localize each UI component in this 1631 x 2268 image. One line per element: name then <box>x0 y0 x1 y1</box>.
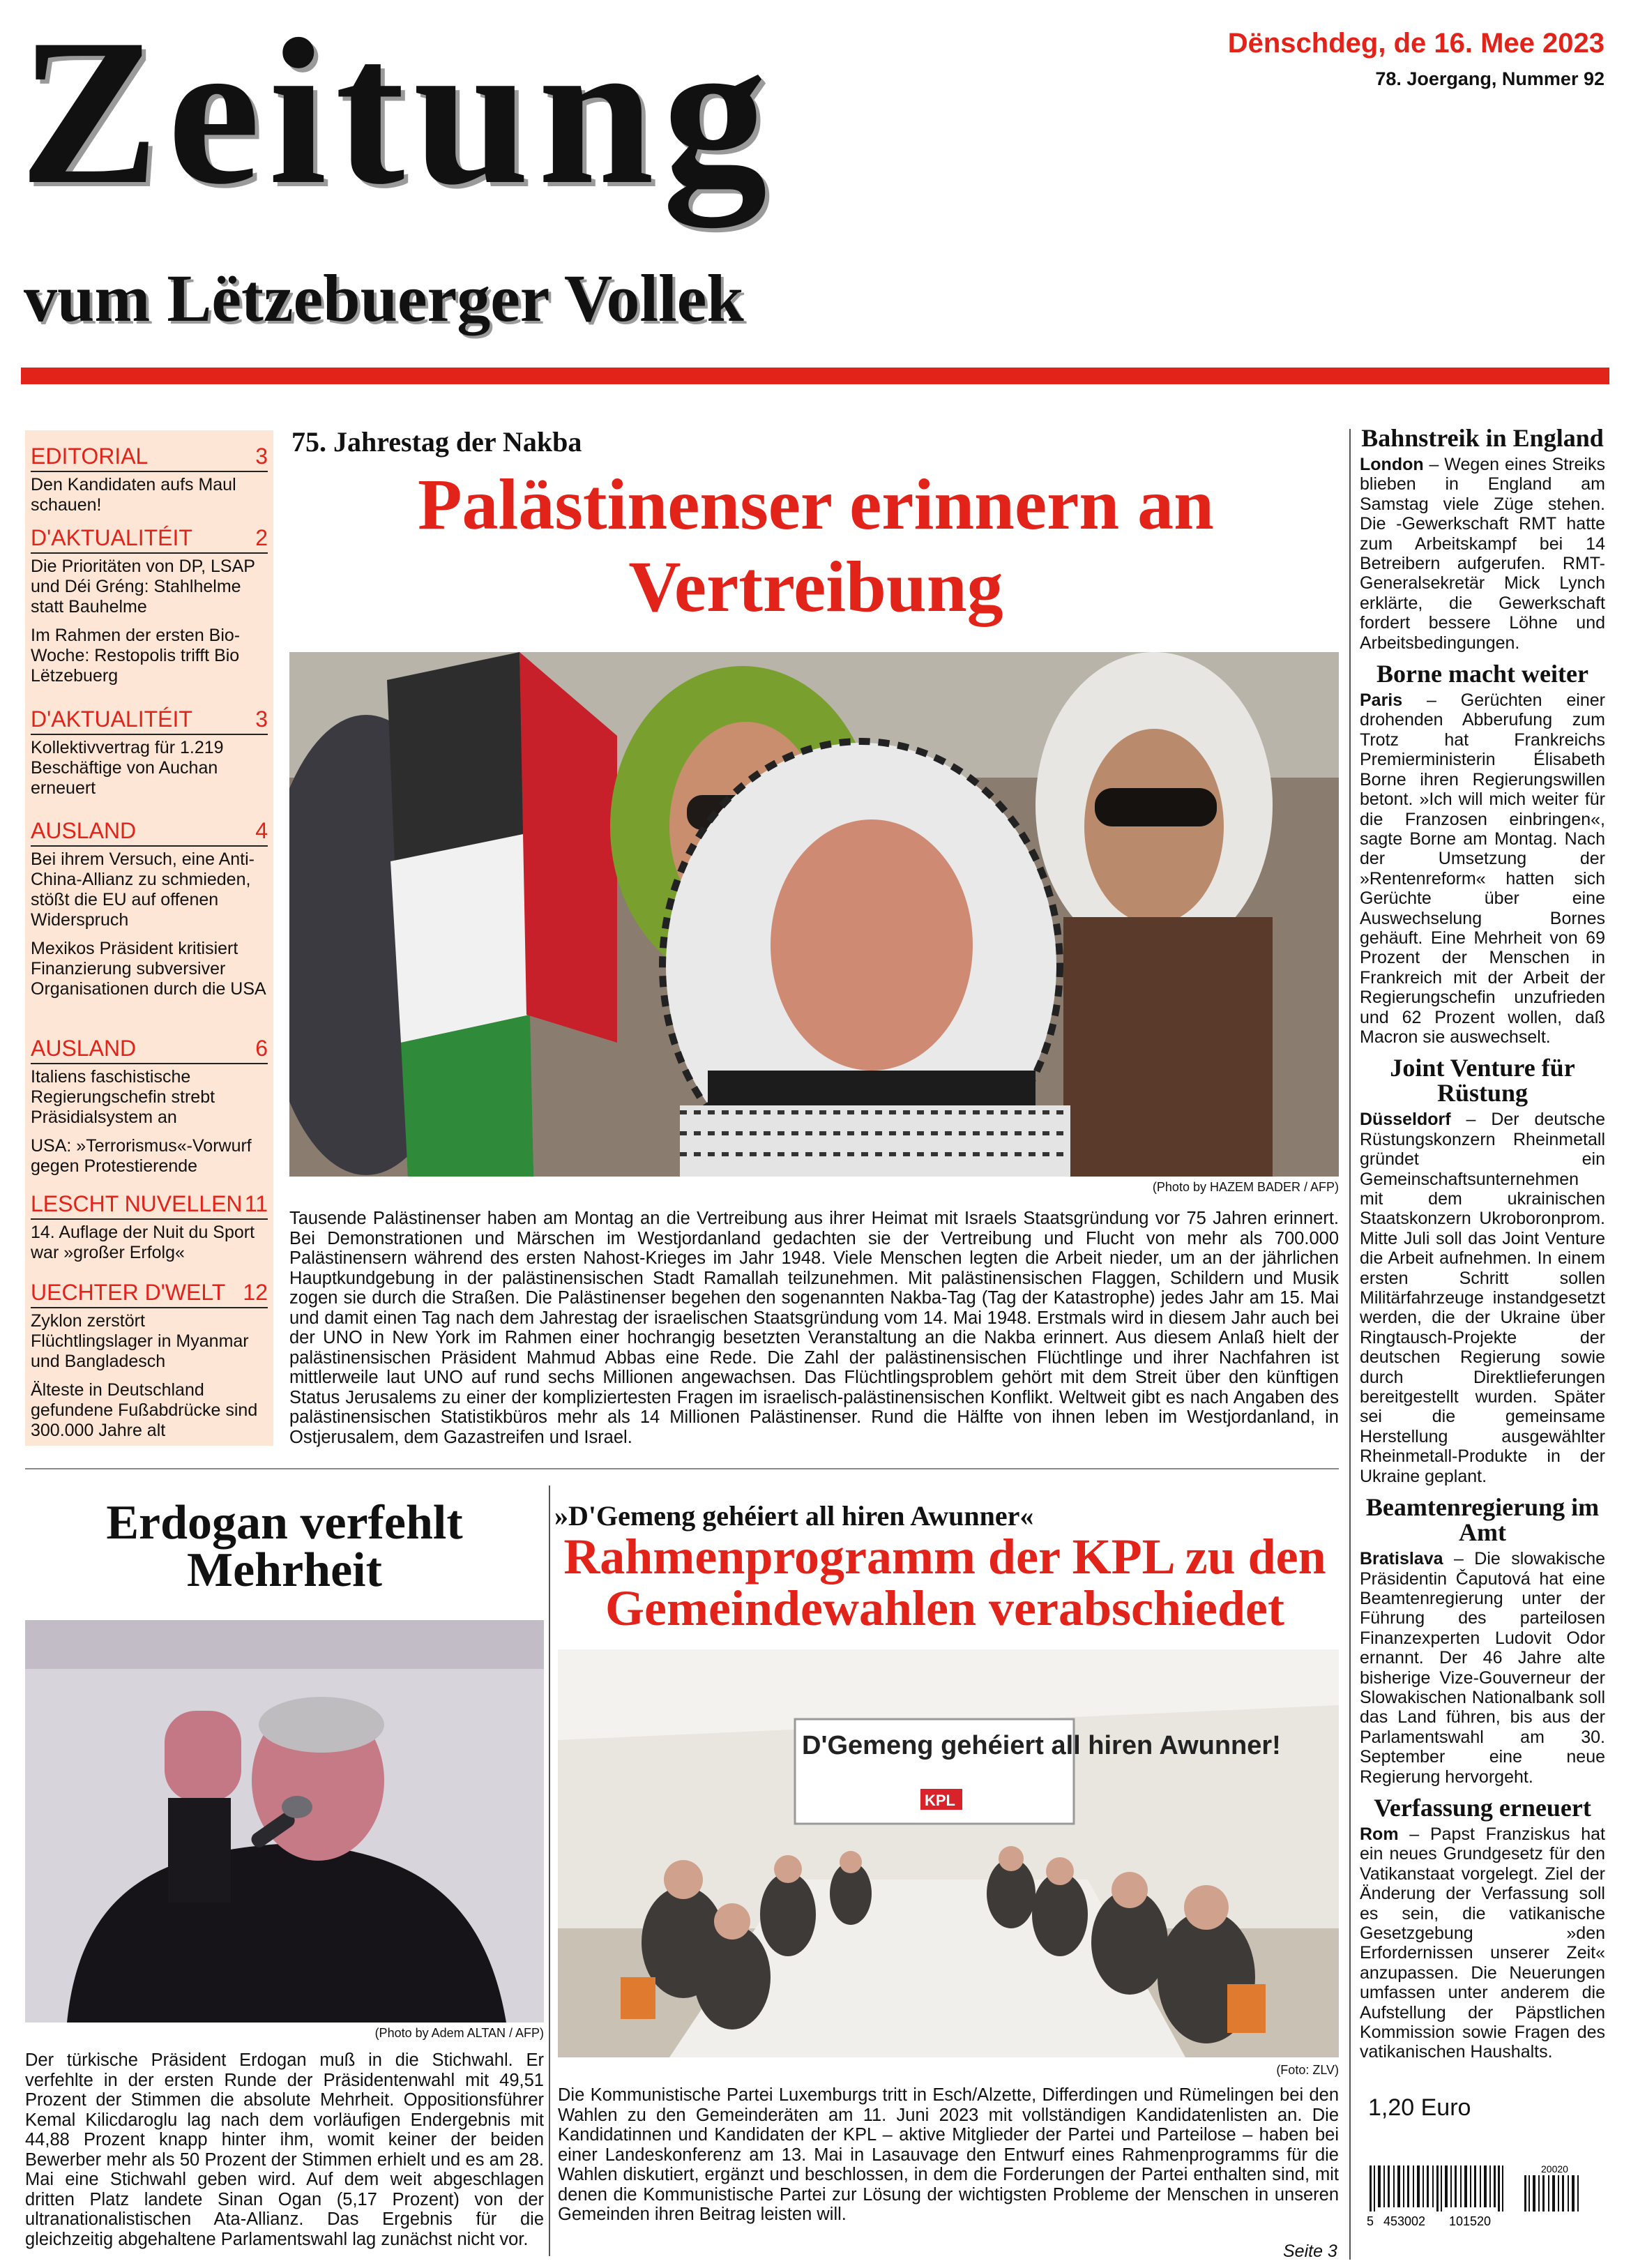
politician-photo <box>25 1620 544 2023</box>
section-page: 11 <box>244 1191 268 1216</box>
main-photo[interactable] <box>289 652 1339 1177</box>
masthead-rule <box>21 368 1609 384</box>
teaser[interactable]: USA: »Terrorismus«-Vorwurf gegen Protestierende <box>31 1136 252 1176</box>
photo-credit: (Photo by HAZEM BADER / AFP) <box>1152 1180 1339 1194</box>
masthead-subtitle: vum Lëtzebuerger Vollek <box>24 261 744 335</box>
photo-credit: (Foto: ZLV) <box>1276 2063 1339 2077</box>
issue-date: Dënschdeg, de 16. Mee 2023 <box>1227 28 1605 59</box>
brief-item[interactable] <box>1360 425 1605 653</box>
section-label: AUSLAND <box>31 1036 137 1061</box>
section-page: 3 <box>255 444 268 469</box>
teaser[interactable]: Italiens faschistische Regierungschefin strebt Präsidialsystem an <box>31 1067 215 1127</box>
section-label: UECHTER D'WELT <box>31 1280 226 1305</box>
sidebar-section-lescht-nuvellen[interactable] <box>31 1190 268 1263</box>
section-label: D'AKTUALITÉIT <box>31 706 192 732</box>
news-in-brief-column <box>1360 425 1605 2062</box>
teaser[interactable]: 14. Auflage der Nuit du Sport war »großer Erfolg« <box>31 1223 255 1262</box>
brief-text: – Gerüchten einer drohenden Abberufung zum Trotz hat Frankreichs Premierministerin Élisabeth Borne ihren Regierungswillen betont. »Ich will mich weiter für die Franzosen einbringen«, sagte Borne am Montag. Nach der Umsetzung der »Rentenreform« hatten sich Gerüchte über eine Auswechselung Bornes gehäuft. Eine Mehrheit von 69 Prozent der Menschen in Frankreich mit der Arbeit der Regierungschefin unzufrieden und 62 Prozent wollen, daß Macron sie auswechselt. <box>1360 690 1605 1047</box>
barcode-icon <box>1367 2165 1604 2228</box>
section-page: 6 <box>255 1036 268 1061</box>
brief-place: Rom <box>1360 1824 1399 1844</box>
page-reference[interactable]: Seite 3 <box>1283 2241 1337 2261</box>
brief-item[interactable] <box>1360 1495 1605 1787</box>
conference-photo <box>558 1649 1339 2057</box>
masthead-title: Zeitung <box>20 0 776 227</box>
sidebar-section-aktualiteit-2[interactable] <box>31 524 268 686</box>
sidebar-section-ausland-6[interactable] <box>31 1035 268 1177</box>
barcode-addon: 20020 <box>1541 2165 1568 2175</box>
erdogan-body-text: Der türkische Präsident Erdogan muß in die Stichwahl. Er verfehlte in der ersten Runde der Präsidentenwahl mit 49,51 Prozent der Stimmen die absolute Mehrheit. Oppositionsführer Kemal Kilicdaroglu lag nach dem vorläufigen Endergebnis mit 44,88 Prozent knapp hinter ihm, womit keiner der beiden Bewerber mehr als 50 Prozent der Stimmen erhielt und es am 28. Mai eine Stichwahl geben wird. Auf dem weit abgeschlagen dritten Platz landete Sinan Ogan (5,17 Prozent) von der ultranationalistischen Ata-Allianz. Das Ergebnis für die gleichzeitig abgehaltene Parlamentswahl lag zunächst nicht vor. <box>25 2050 544 2249</box>
barcode-digit: 101520 <box>1449 2214 1492 2228</box>
teaser[interactable]: Älteste in Deutschland gefundene Fußabdrücke sind 300.000 Jahre alt <box>31 1380 258 1440</box>
price-label: 1,20 Euro <box>1368 2094 1471 2121</box>
main-headline[interactable]: Palästinenser erinnern an Vertreibung <box>417 464 1215 627</box>
brief-headline: Bahnstreik in England <box>1361 424 1604 452</box>
section-page: 4 <box>255 818 268 843</box>
protest-photo <box>289 652 1339 1177</box>
sidebar-section-aktualiteit-3[interactable] <box>31 706 268 799</box>
brief-headline: Beamtenregierung im Amt <box>1365 1493 1600 1547</box>
barcode <box>1367 2165 1604 2228</box>
kpl-headline[interactable]: Rahmenprogramm der KPL zu den Gemeindewahlen verabschiedet <box>563 1529 1326 1636</box>
teaser[interactable]: Die Prioritäten von DP, LSAP und Déi Gréng: Stahlhelme statt Bauhelme <box>31 557 255 617</box>
brief-place: Bratislava <box>1360 1549 1443 1569</box>
teaser[interactable]: Bei ihrem Versuch, eine Anti-China-Allianz zu schmieden, stößt die EU auf offenen Widerspruch <box>31 849 255 930</box>
section-label: EDITORIAL <box>31 444 149 469</box>
kpl-body-text: Die Kommunistische Partei Luxemburgs tritt in Esch/Alzette, Differdingen und Rümelingen bei den Wahlen zu den Gemeinderäten am 11. Juni 2023 mit vollständigen Kandidatenlisten an. Die Kandidatinnen und Kandidaten der KPL – aktive Mitglieder der Partei und Parteilose – haben bei einer Landeskonferenz am 13. Mai in Lasauvage den Entwurf eines Rahmenprogramms für die Wahlen diskutiert, ergänzt und beschlossen, in dem die Forderungen der Partei enthalten sind, mit denen die Kommunistische Partei zur Lösung der wichtigsten Probleme der Menschen in unseren Gemeinden ihren Beitrag leisten will. <box>558 2085 1339 2224</box>
contents-sidebar <box>25 430 273 1446</box>
sidebar-section-ausland-4[interactable] <box>31 817 268 999</box>
brief-text: – Der deutsche Rüstungskonzern Rheinmetall gründet ein Gemeinschaftsunternehmen mit dem ukrainischen Staatskonzern Ukroboronprom. Mitte Juli soll das Joint Venture die Arbeit aufnehmen. In einem ersten Schritt sollen Militärfahrzeuge instandgesetzt werden, die der Ukraine über Ringtausch-Projekte der deutschen Regierung sowie durch Direktlieferungen bereitgestellt wurden. Später sei die gemeinsame Herstellung ausgewählter Rheinmetall-Produkte in der Ukraine geplant. <box>1360 1110 1605 1486</box>
column-rule <box>549 1485 550 2256</box>
kpl-photo[interactable] <box>558 1649 1339 2057</box>
erdogan-photo[interactable] <box>25 1620 544 2023</box>
brief-headline: Verfassung erneuert <box>1374 1793 1591 1822</box>
sidebar-section-uechter-dwelt[interactable] <box>31 1279 268 1441</box>
banner-logo: KPL <box>925 1792 955 1809</box>
section-divider <box>25 1468 1339 1469</box>
barcode-digit: 453002 <box>1383 2214 1426 2228</box>
brief-text: – Wegen eines Streiks blieben in England am Samstag viele Züge stehen. Die -Gewerkschaft RMT hatte zum Arbeitskampf bei 14 Betreibern aufgerufen. RMT-Generalsekretär Mick Lynch erklärte, die Gewerkschaft fordert bessere Löhne und Arbeitsbedingungen. <box>1360 455 1605 653</box>
teaser[interactable]: Mexikos Präsident kritisiert Finanzierung subversiver Organisationen durch die USA <box>31 939 266 999</box>
issue-number: 78. Joergang, Nummer 92 <box>1375 68 1605 89</box>
section-page: 3 <box>255 706 268 732</box>
teaser[interactable]: Kollektivvertrag für 1.219 Beschäftige von Auchan erneuert <box>31 738 224 798</box>
section-label: AUSLAND <box>31 818 137 843</box>
main-kicker: 75. Jahrestag der Nakba <box>291 426 582 458</box>
column-rule <box>1349 429 1351 2260</box>
brief-text: – Papst Franziskus hat ein neues Grundgesetz für den Vatikanstaat vorgelegt. Ziel der Änderung der Verfassung soll es sein, die vatikanische Gesetzgebung »den Erfordernissen unserer Zeit« anzupassen. Die Neuerungen umfassen unter anderem die Aufstellung der Päpstlichen Kommission sowie Fragen des vatikanischen Haushalts. <box>1360 1824 1605 2062</box>
brief-headline: Borne macht weiter <box>1376 660 1588 688</box>
section-label: LESCHT NUVELLEN <box>31 1191 243 1216</box>
sidebar-section-editorial[interactable] <box>31 443 268 515</box>
teaser[interactable]: Zyklon zerstört Flüchtlingslager in Myanmar und Bangladesch <box>31 1311 249 1371</box>
brief-place: Düsseldorf <box>1360 1110 1451 1130</box>
main-body-text: Tausende Palästinenser haben am Montag an die Vertreibung aus ihrer Heimat mit Israels Staatsgründung vor 75 Jahren erinnert. Bei Demonstrationen und Märschen im Westjordanland gedachten sie der Vertreibung und Flucht von mehr als 700.000 Palästinensern während des ersten Nahost-Krieges im Jahr 1948. Viele Menschen legten die Arbeit nieder, um an der jährlichen Hauptkundgebung in der palästinensischen Stadt Ramallah teilzunehmen. Mit palästinensischen Flaggen, Schildern und Musik zogen sie durch die Straßen. Die Palästinenser begehen den sogenannten Nakba-Tag (Tag der Katastrophe) jedes Jahr am 15. Mai und damit einen Tag nach dem Jahrestag der israelischen Staatsgründung vom 14. Mai 1948. Erstmals wird in diesem Jahr auch bei der UNO in New York im Rahmen einer hochrangig besetzten Veranstaltung an die Nakba erinnert. Aus diesem Anlaß hielt der palästinensischen Präsident Mahmud Abbas eine Rede. Die Zahl der palästinensischen Flüchtlinge und ihrer Nachfahren ist mittlerweile laut UNO auf rund sechs Millionen angewachsen. Das Flüchtlingsproblem gehört mit dem Streit über den künftigen Status Jerusalems zu einer der kompliziertesten Fragen im israelisch-palästinensischen Konflikt. Weltweit gibt es nach Angaben des palästinensischen Statistikbüros mehr als 14 Millionen Palästinenser. Rund die Hälfte von ihnen leben im Westjordanland, in Ostjerusalem, dem Gazastreifen und Israel. <box>289 1209 1339 1447</box>
photo-credit: (Photo by Adem ALTAN / AFP) <box>374 2026 544 2040</box>
teaser[interactable]: Den Kandidaten aufs Maul schauen! <box>31 475 236 515</box>
kpl-kicker: »D'Gemeng gehéiert all hiren Awunner« <box>554 1500 1034 1532</box>
erdogan-headline[interactable]: Erdogan verfehlt Mehrheit <box>106 1496 463 1597</box>
section-page: 12 <box>243 1280 268 1305</box>
section-label: D'AKTUALITÉIT <box>31 525 192 550</box>
teaser[interactable]: Im Rahmen der ersten Bio-Woche: Restopolis trifft Bio Lëtzebuerg <box>31 626 241 686</box>
brief-item[interactable] <box>1360 1055 1605 1486</box>
brief-item[interactable] <box>1360 661 1605 1047</box>
brief-place: Paris <box>1360 690 1403 711</box>
brief-headline: Joint Venture für Rüstung <box>1390 1054 1575 1107</box>
brief-text: – Die slowakische Präsidentin Čaputová hat eine Beamtenregierung unter der Führung des parteilosen Finanzexperten Ludovit Odor ernannt. Der 46 Jahre alte bisherige Vize-Gouverneur der Slowakischen Nationalbank soll das Land führen, bis aus der Parlamentswahl am 30. September eine neue Regierung hervorgeht. <box>1360 1549 1605 1787</box>
brief-item[interactable] <box>1360 1795 1605 2062</box>
section-page: 2 <box>255 525 268 550</box>
barcode-digit: 5 <box>1367 2214 1374 2228</box>
banner-text: D'Gemeng gehéiert all hiren Awunner! <box>802 1731 1281 1760</box>
brief-place: London <box>1360 455 1424 474</box>
